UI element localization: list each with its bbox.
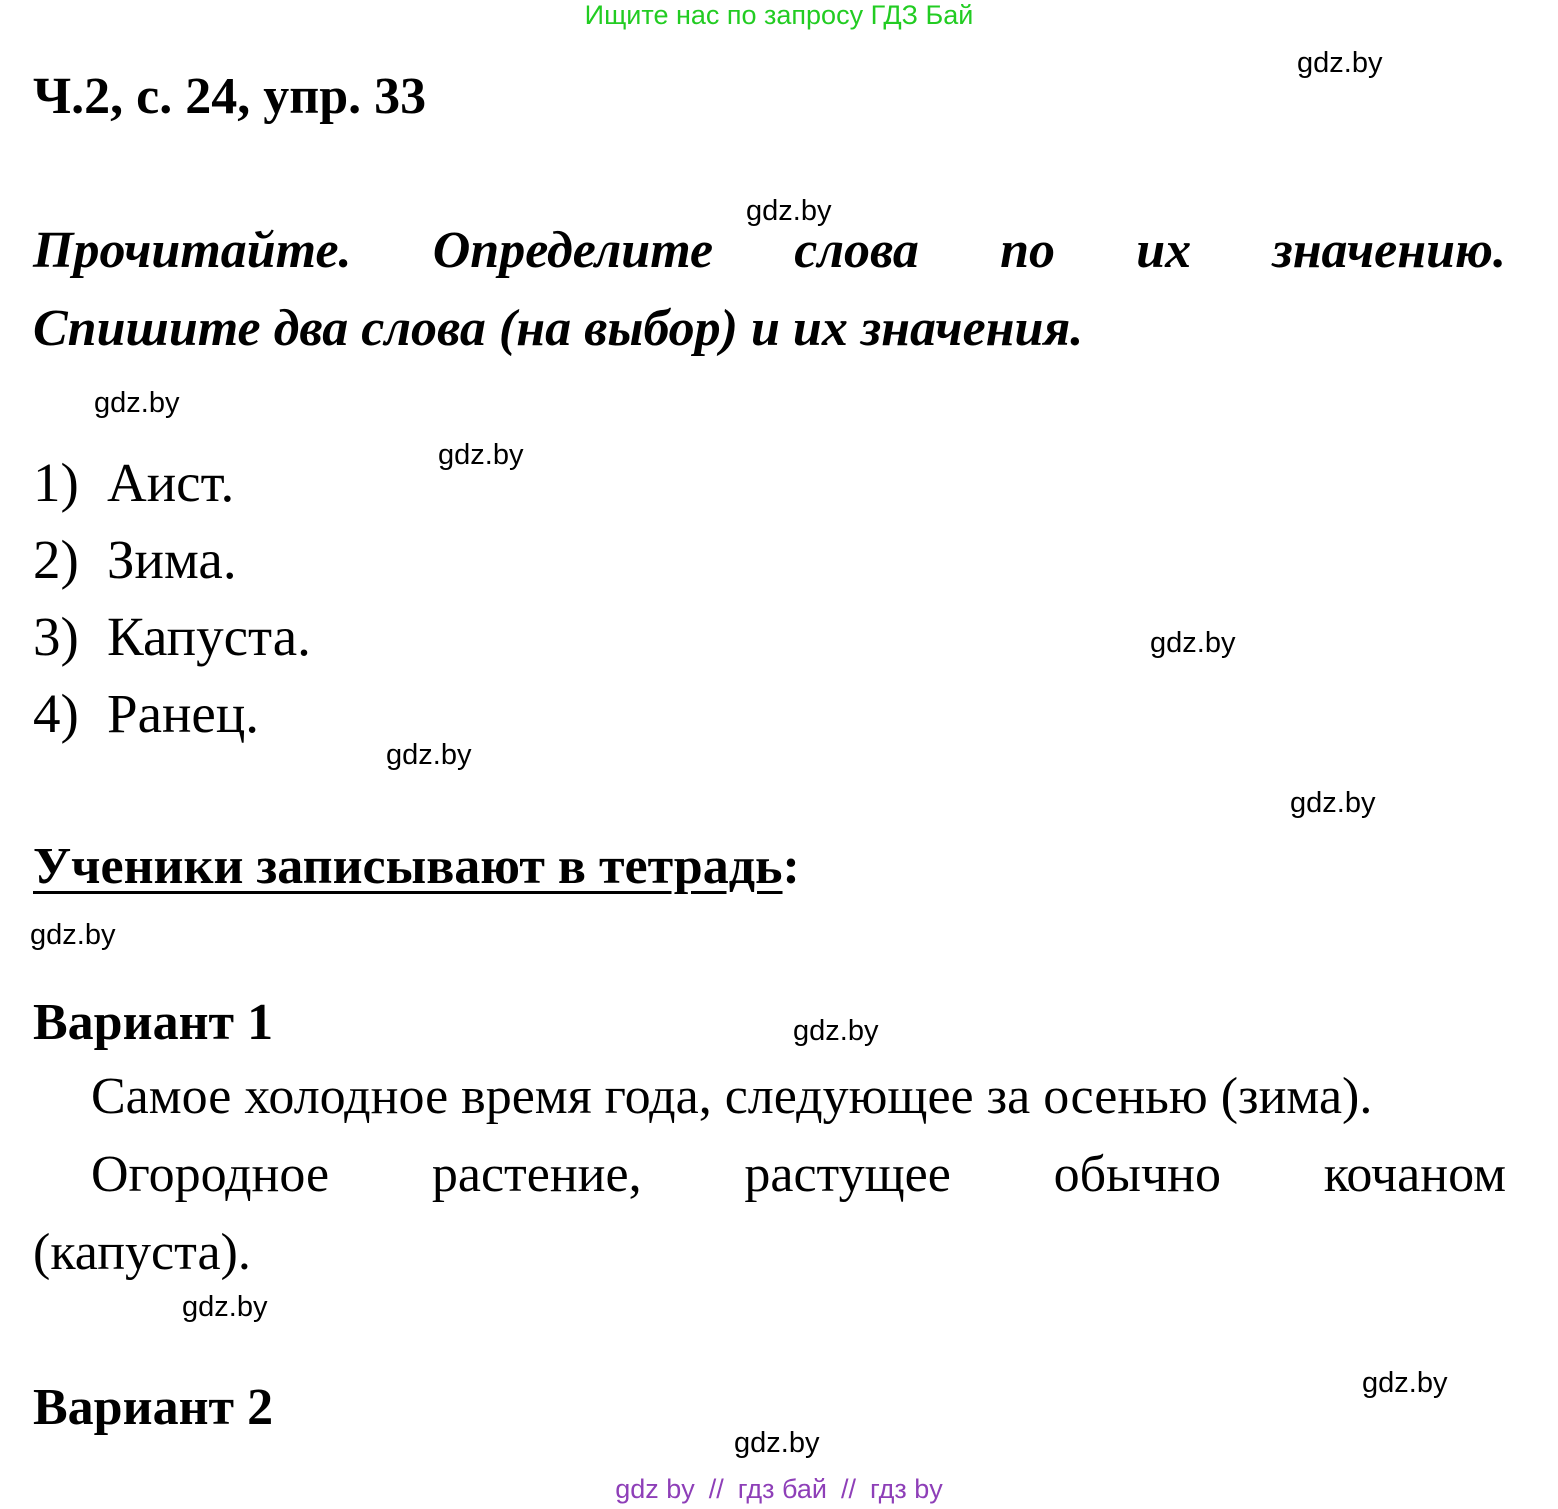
watermark: gdz.by	[1362, 1367, 1448, 1399]
watermark: gdz.by	[438, 439, 524, 471]
list-item	[33, 675, 311, 752]
list-item	[33, 598, 311, 675]
watermark: gdz.by	[182, 1291, 268, 1323]
watermark: gdz.by	[94, 387, 180, 419]
list-item	[33, 444, 311, 521]
variant-1-line-2: Огородное растение, растущее обычно кочаном	[91, 1146, 1506, 1203]
footer-link-gdz-by-2[interactable]: гдз by	[870, 1474, 943, 1504]
list-item-number: 1)	[33, 452, 79, 513]
students-heading-text: Ученики записывают в тетрадь	[33, 838, 783, 895]
footer-separator: //	[840, 1474, 856, 1504]
students-heading-colon: :	[782, 838, 800, 895]
variant-1-line-3: (капуста).	[33, 1224, 251, 1281]
watermark: gdz.by	[746, 195, 832, 227]
exercise-title: Ч.2, с. 24, упр. 33	[33, 68, 427, 125]
list-item-text: Капуста.	[107, 606, 311, 667]
list-item-text: Аист.	[107, 452, 235, 513]
top-banner: Ищите нас по запросу ГДЗ Бай	[584, 0, 974, 30]
footer-link-gdz-by[interactable]: gdz by	[615, 1474, 695, 1504]
footer-link-gdz-bai[interactable]: гдз бай	[737, 1474, 827, 1504]
watermark: gdz.by	[734, 1427, 820, 1459]
variant-2-title: Вариант 2	[33, 1379, 274, 1436]
task-line-1: Прочитайте. Определите слова по их значению.	[33, 222, 1506, 279]
watermark: gdz.by	[30, 919, 116, 951]
watermark: gdz.by	[1297, 47, 1383, 79]
word-list	[33, 444, 311, 752]
watermark: gdz.by	[1150, 627, 1236, 659]
list-item	[33, 521, 311, 598]
list-item-number: 4)	[33, 683, 79, 744]
watermark: gdz.by	[1290, 787, 1376, 819]
list-item-number: 2)	[33, 529, 79, 590]
list-item-text: Ранец.	[107, 683, 260, 744]
watermark: gdz.by	[386, 739, 472, 771]
variant-1-line-1: Самое холодное время года, следующее за осенью (зима).	[91, 1068, 1373, 1125]
list-item-text: Зима.	[107, 529, 237, 590]
task-line-2: Спишите два слова (на выбор) и их значения.	[33, 300, 1084, 357]
footer	[0, 1472, 1558, 1506]
variant-1-title: Вариант 1	[33, 994, 274, 1051]
students-heading	[33, 829, 800, 905]
footer-separator: //	[708, 1474, 724, 1504]
watermark: gdz.by	[793, 1015, 879, 1047]
list-item-number: 3)	[33, 606, 79, 667]
